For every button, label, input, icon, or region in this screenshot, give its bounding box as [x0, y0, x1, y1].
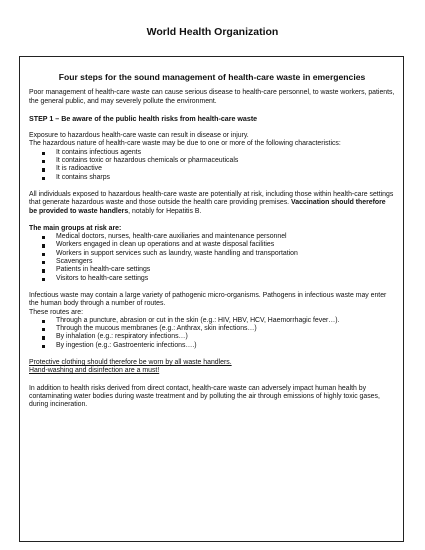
- protective-clothing-note: Protective clothing should therefore be worn by all waste handlers.: [29, 359, 232, 367]
- closing-paragraph: In addition to health risks derived from direct contact, health-care waste can adversely impact human health by contaminating water bodies during waste treatment and by polluting the air through emissions of highly toxic gases, during incineration.: [29, 384, 380, 409]
- routes-list: [29, 317, 395, 350]
- list-item: Through the mucous membranes (e.g.: Anthrax, skin infections…): [29, 325, 395, 333]
- list-item: It contains toxic or hazardous chemicals or pharmaceuticals: [29, 157, 395, 165]
- characteristics-list: [29, 149, 395, 182]
- list-item: It contains sharps: [29, 174, 395, 182]
- infectious-paragraph: Infectious waste may contain a large variety of pathogenic micro-organisms. Pathogens in infectious waste may enter the human body through a number of routes.: [29, 291, 387, 308]
- list-item: By ingestion (e.g.: Gastroenteric infections….): [29, 342, 395, 350]
- list-item: Workers in support services such as laundry, waste handling and transportation: [29, 250, 395, 258]
- document-title: Four steps for the sound management of health-care waste in emergencies: [58, 72, 366, 82]
- list-item: Workers engaged in clean up operations and at waste disposal facilities: [29, 241, 395, 249]
- list-item: Medical doctors, nurses, health-care auxiliaries and maintenance personnel: [29, 233, 395, 241]
- list-item: It contains infectious agents: [29, 149, 395, 157]
- list-item: It is radioactive: [29, 165, 395, 173]
- list-item: By inhalation (e.g.: respiratory infections…): [29, 333, 395, 341]
- routes-heading: These routes are:: [29, 308, 84, 316]
- vaccination-tail: , notably for Hepatitis B.: [128, 207, 202, 215]
- vaccination-text: Vaccination should therefore be provided to waste handlers: [29, 199, 386, 215]
- content-box: [19, 56, 404, 542]
- risk-text: All individuals exposed to hazardous health-care waste are potentially at risk, including those within health-care settings that generate hazardous waste and those outside the health care providing premises.: [29, 190, 394, 207]
- hazard-nature-line: The hazardous nature of health-care waste may be due to one or more of the following characteristics:: [29, 140, 341, 148]
- hand-washing-note: Hand-washing and disinfection are a must!: [29, 367, 160, 375]
- groups-heading: The main groups at risk are:: [29, 224, 122, 232]
- exposure-line: Exposure to hazardous health-care waste can result in disease or injury.: [29, 132, 249, 140]
- list-item: Through a puncture, abrasion or cut in the skin (e.g.: HIV, HBV, HCV, Haemorrhagic fever…).: [29, 317, 395, 325]
- organization-header: World Health Organization: [146, 26, 279, 38]
- list-item: Visitors to health-care settings: [29, 275, 395, 283]
- risk-paragraph: [29, 191, 395, 216]
- list-item: Patients in health-care settings: [29, 266, 395, 274]
- list-item: Scavengers: [29, 258, 395, 266]
- intro-paragraph: Poor management of health-care waste can cause serious disease to health-care personnel, to waste workers, patients, the general public, and may severely pollute the environment.: [29, 89, 395, 105]
- step-1-heading: STEP 1 – Be aware of the public health risks from health-care waste: [29, 114, 258, 123]
- groups-list: [29, 233, 395, 283]
